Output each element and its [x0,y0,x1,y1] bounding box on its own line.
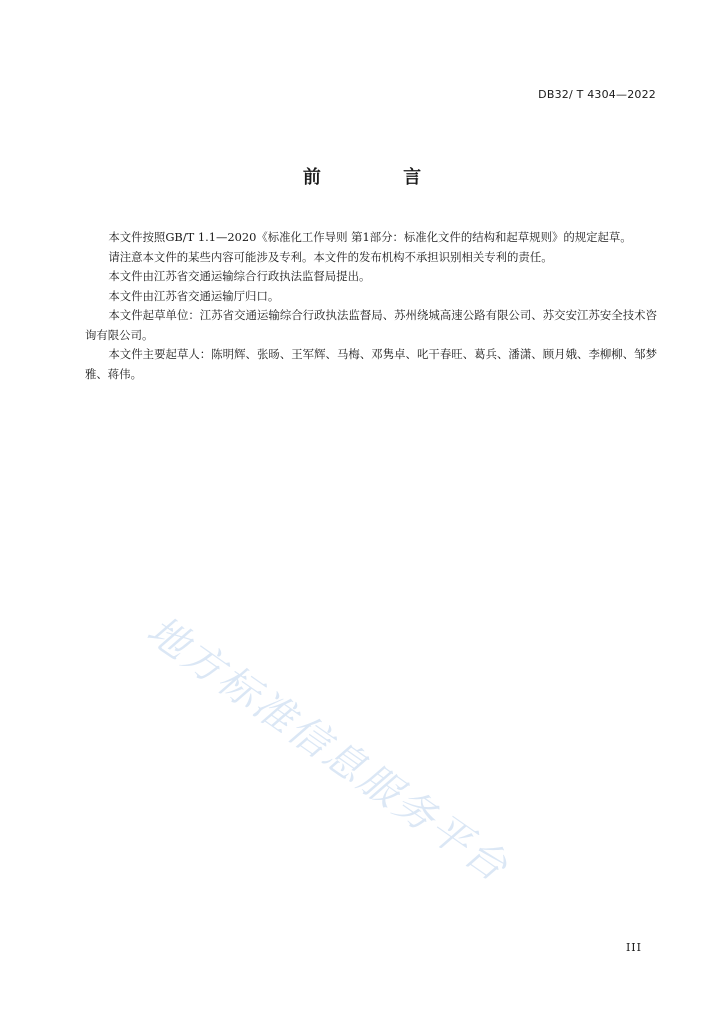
paragraph-drafters: 本文件主要起草人：陈明辉、张旸、王军辉、马梅、邓隽卓、叱干春旺、葛兵、潘潇、顾月娥、李柳柳、邹梦雅、蒋伟。 [85,347,657,381]
paragraph-drafting-units: 本文件起草单位：江苏省交通运输综合行政执法监督局、苏州绕城高速公路有限公司、苏交安江苏安全技术咨询有限公司。 [85,308,657,342]
page-number: III [625,941,642,954]
paragraph-proposer: 本文件由江苏省交通运输综合行政执法监督局提出。 [108,269,371,283]
watermark: 地方标准信息服务平台 [138,607,518,892]
document-code: DB32/ T 4304—2022 [538,88,656,101]
paragraph-patent-notice: 请注意本文件的某些内容可能涉及专利。本文件的发布机构不承担识别相关专利的责任。 [108,249,553,264]
paragraph-standard-basis: 本文件按照GB/T 1.1—2020《标准化工作导则 第1部分：标准化文件的结构和起草规则》的规定起草。 [108,230,632,244]
foreword-body [85,228,657,384]
paragraph-administrator: 本文件由江苏省交通运输厅归口。 [108,288,280,303]
page-title: 前 言 [302,167,460,188]
